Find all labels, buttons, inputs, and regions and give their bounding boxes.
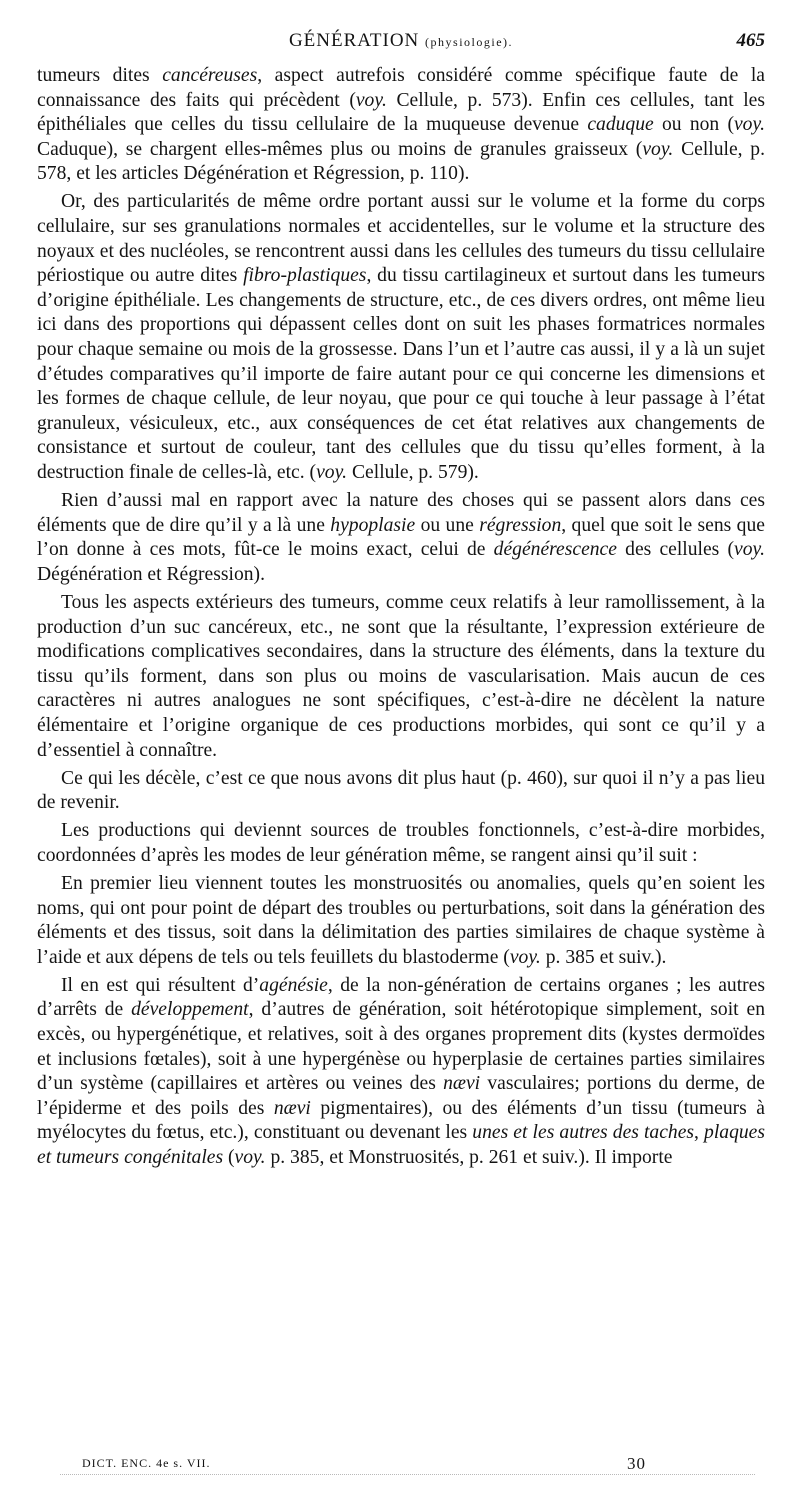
paragraph: Or, des particularités de même ordre portant aussi sur le volume et la forme du corps cellulaire, sur ses granulations normales et accidentelles, sur le volume et la structure des noyaux et des nucléoles, se rencontrent aussi dans les cellules des tumeurs du tissu cellulaire périostique ou autre dites fibro-plastiques, du tissu cartilagineux et surtout dans les tumeurs d’origine épithéliale. Les changements de structure, etc., de ces divers ordres, ont même lieu ici dans des proportions qui dépassent celles dont on suit les phases formatrices normales pour chaque semaine ou mois de la grossesse. Dans l’un et l’autre cas aussi, il y a là un sujet d’études comparatives qu’il importe de faire autant pour ce qui concerne les dimensions et les formes de chaque cellule, de leur noyau, que pour ce qui touche à leur passage à l’état granuleux, vésiculeux, etc., aux conséquences de cet état relatives aux changements de consistance et surtout de couleur, tant des cellules que du tissu qu’elles forment, à la destruction finale de celles-là, etc. (voy. Cellule, p. 579). — [37, 191, 765, 483]
paragraph: En premier lieu viennent toutes les monstruosités ou anomalies, quels qu’en soient les noms, qui ont pour point de départ des troubles ou perturbations, soit dans la génération des éléments et des tissus, soit dans la délimitation des parties similaires de chaque système à l’aide et aux dépens de tels ou tels feuillets du blastoderme (voy. p. 385 et suiv.). — [37, 873, 765, 968]
page — [37, 30, 765, 1174]
bottom-dotted-rule — [60, 1474, 755, 1475]
running-header — [37, 30, 765, 60]
article-body — [37, 64, 765, 1171]
printer-signature: DICT. ENC. 4e s. VII. — [82, 1456, 211, 1470]
paragraph: Ce qui les décèle, c’est ce que nous avons dit plus haut (p. 460), sur quoi il n’y a pas lieu de revenir. — [37, 767, 765, 814]
page-number: 465 — [736, 30, 765, 51]
paragraph: Tous les aspects extérieurs des tumeurs, comme ceux relatifs à leur ramollissement, à la production d’un suc cancéreux, etc., ne sont que la résultante, l’expression extérieure de modifications complicatives secondaires, dans la structure des éléments, dans la texture du tissu qu’ils forment, dans son plus ou moins de vascularisation. Mais aucun de ces caractères ni autres analogues ne sont spécifiques, c’est-à-dire ne décèlent la nature élémentaire et l’origine organique de ces productions morbides, qui sont ce qu’il y a d’essentiel à connaître. — [37, 591, 765, 761]
paragraph: Il en est qui résultent d’agénésie, de la non-génération de certains organes ; les autres d’arrêts de développement, d’autres de génération, soit hétérotopique simplement, soit en excès, ou hypergénétique, et relatives, soit à des organes proprement dits (kystes dermoïdes et inclusions fœtales), soit à une hypergénèse ou hyperplasie de certaines parties similaires d’un système (capillaires et artères ou veines des nævi vasculaires; portions du derme, de l’épiderme et des poils des nævi pigmentaires), ou des éléments d’un tissu (tumeurs à myélocytes du fœtus, etc.), constituant ou devenant les unes et les autres des taches, plaques et tumeurs congénitales (voy. p. 385, et Monstruosités, p. 261 et suiv.). Il importe — [37, 974, 765, 1169]
paragraph: Les productions qui deviennt sources de troubles fonctionnels, c’est-à-dire morbides, coordonnées d’après les modes de leur génération même, se rangent ainsi qu’il suit : — [37, 820, 765, 866]
paragraph: tumeurs dites cancéreuses, aspect autrefois considéré comme spécifique faute de la connaissance des faits qui précèdent (voy. Cellule, p. 573). Enfin ces cellules, tant les épithéliales que celles du tissu cellulaire de la muqueuse devenue caduque ou non (voy. Caduque), se chargent elles-mêmes plus ou moins de granules graisseux (voy. Cellule, p. 578, et les articles Dégénération et Régression, p. 110). — [37, 65, 765, 185]
running-title — [37, 30, 765, 52]
paragraph: Rien d’aussi mal en rapport avec la nature des choses qui se passent alors dans ces éléments que de dire qu’il y a là une hypoplasie ou une régression, quel que soit le sens que l’on donne à ces mots, fût-ce le moins exact, celui de dégénérescence des cellules (voy. Dégénération et Régression). — [37, 490, 766, 585]
sheet-number: 30 — [627, 1454, 646, 1473]
running-title-main: GÉNÉRATION — [288, 30, 420, 51]
page-footer — [82, 1455, 682, 1472]
running-title-sub: (physiologie). — [425, 35, 514, 49]
